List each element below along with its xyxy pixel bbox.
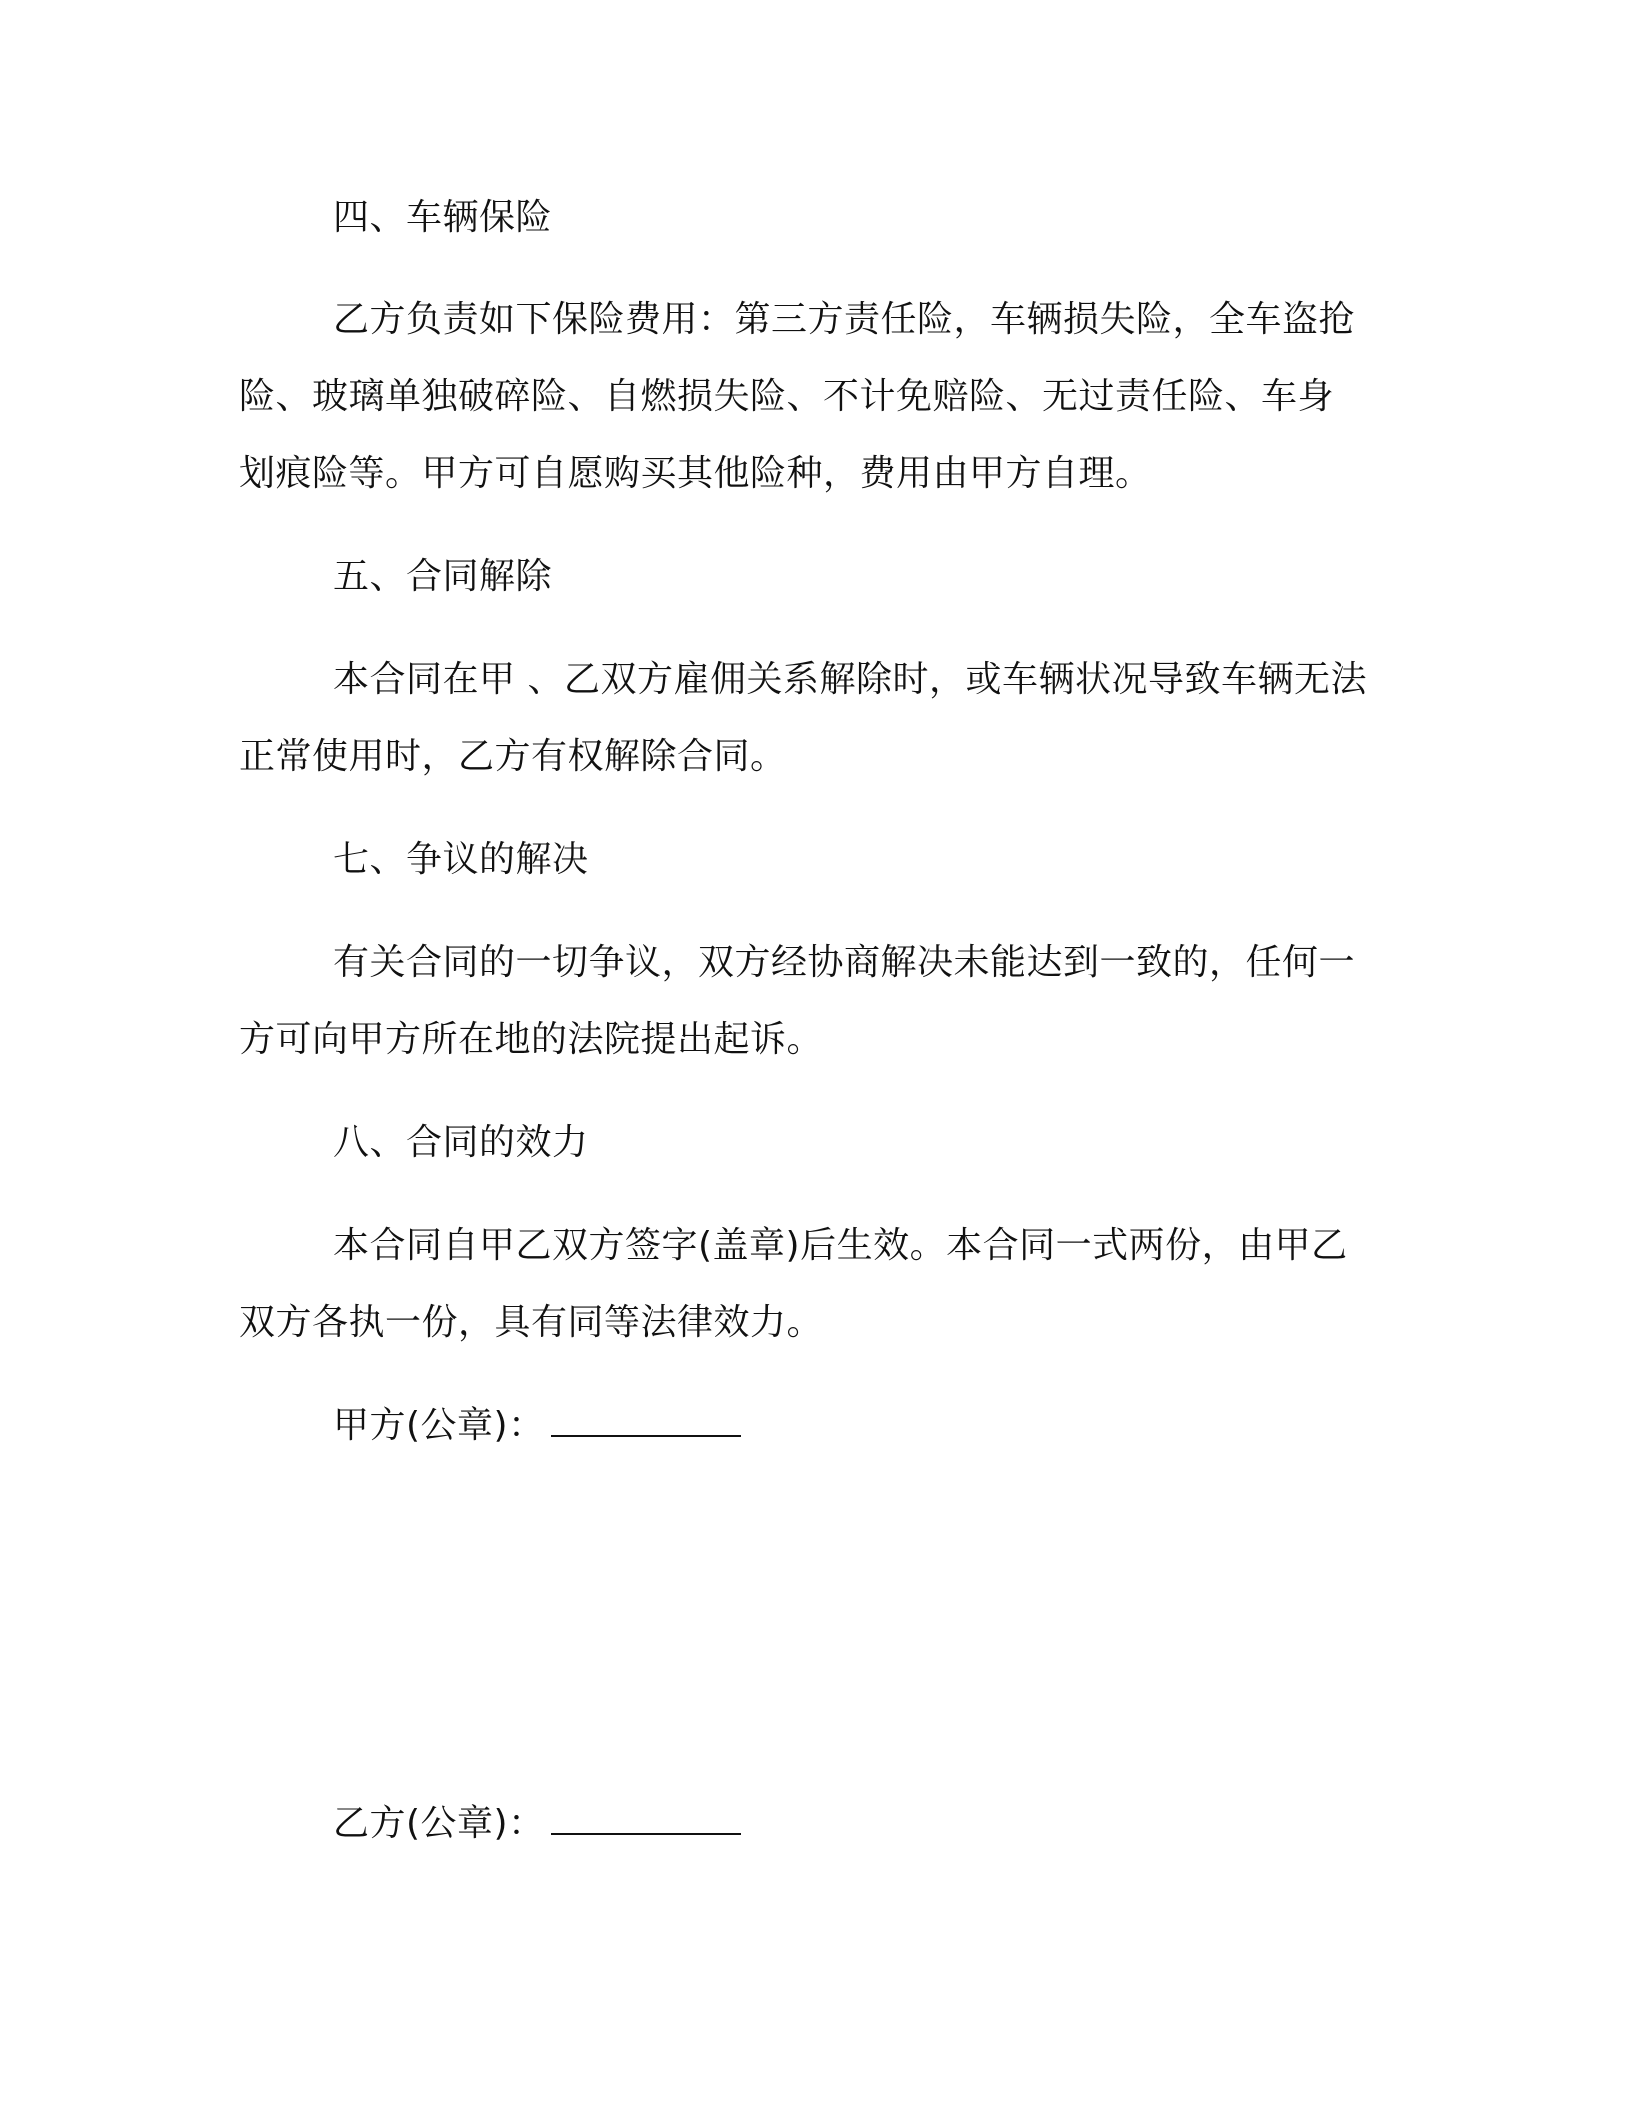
- section-heading-validity: 八、合同的效力: [333, 1122, 589, 1163]
- section-heading-termination: 五、合同解除: [333, 556, 553, 597]
- party-a-signature-blank: [551, 1405, 741, 1437]
- paragraph-line: 正常使用时，乙方有权解除合同。: [239, 736, 787, 777]
- party-b-label: 乙方(公章)：: [333, 1803, 545, 1844]
- party-b-signature-blank: [551, 1803, 741, 1835]
- paragraph-line: 划痕险等。甲方可自愿购买其他险种，费用由甲方自理。: [239, 453, 1152, 494]
- paragraph-line: 方可向甲方所在地的法院提出起诉。: [239, 1019, 824, 1060]
- party-a-label: 甲方(公章)：: [333, 1405, 545, 1446]
- section-heading-insurance: 四、车辆保险: [333, 197, 553, 238]
- section-heading-dispute: 七、争议的解决: [333, 839, 589, 880]
- paragraph-line: 险、玻璃单独破碎险、自燃损失险、不计免赔险、无过责任险、车身: [239, 376, 1335, 417]
- paragraph-line: 有关合同的一切争议，双方经协商解决未能达到一致的，任何一: [333, 942, 1356, 983]
- paragraph-line: 双方各执一份，具有同等法律效力。: [239, 1302, 824, 1343]
- paragraph-line: 乙方负责如下保险费用：第三方责任险，车辆损失险，全车盗抢: [333, 299, 1356, 340]
- party-b-signature: [333, 1802, 741, 1846]
- party-a-signature: [333, 1404, 741, 1448]
- paragraph-line: 本合同自甲乙双方签字(盖章)后生效。本合同一式两份，由甲乙: [333, 1225, 1348, 1266]
- paragraph-line: 本合同在甲 、乙双方雇佣关系解除时，或车辆状况导致车辆无法: [333, 659, 1367, 700]
